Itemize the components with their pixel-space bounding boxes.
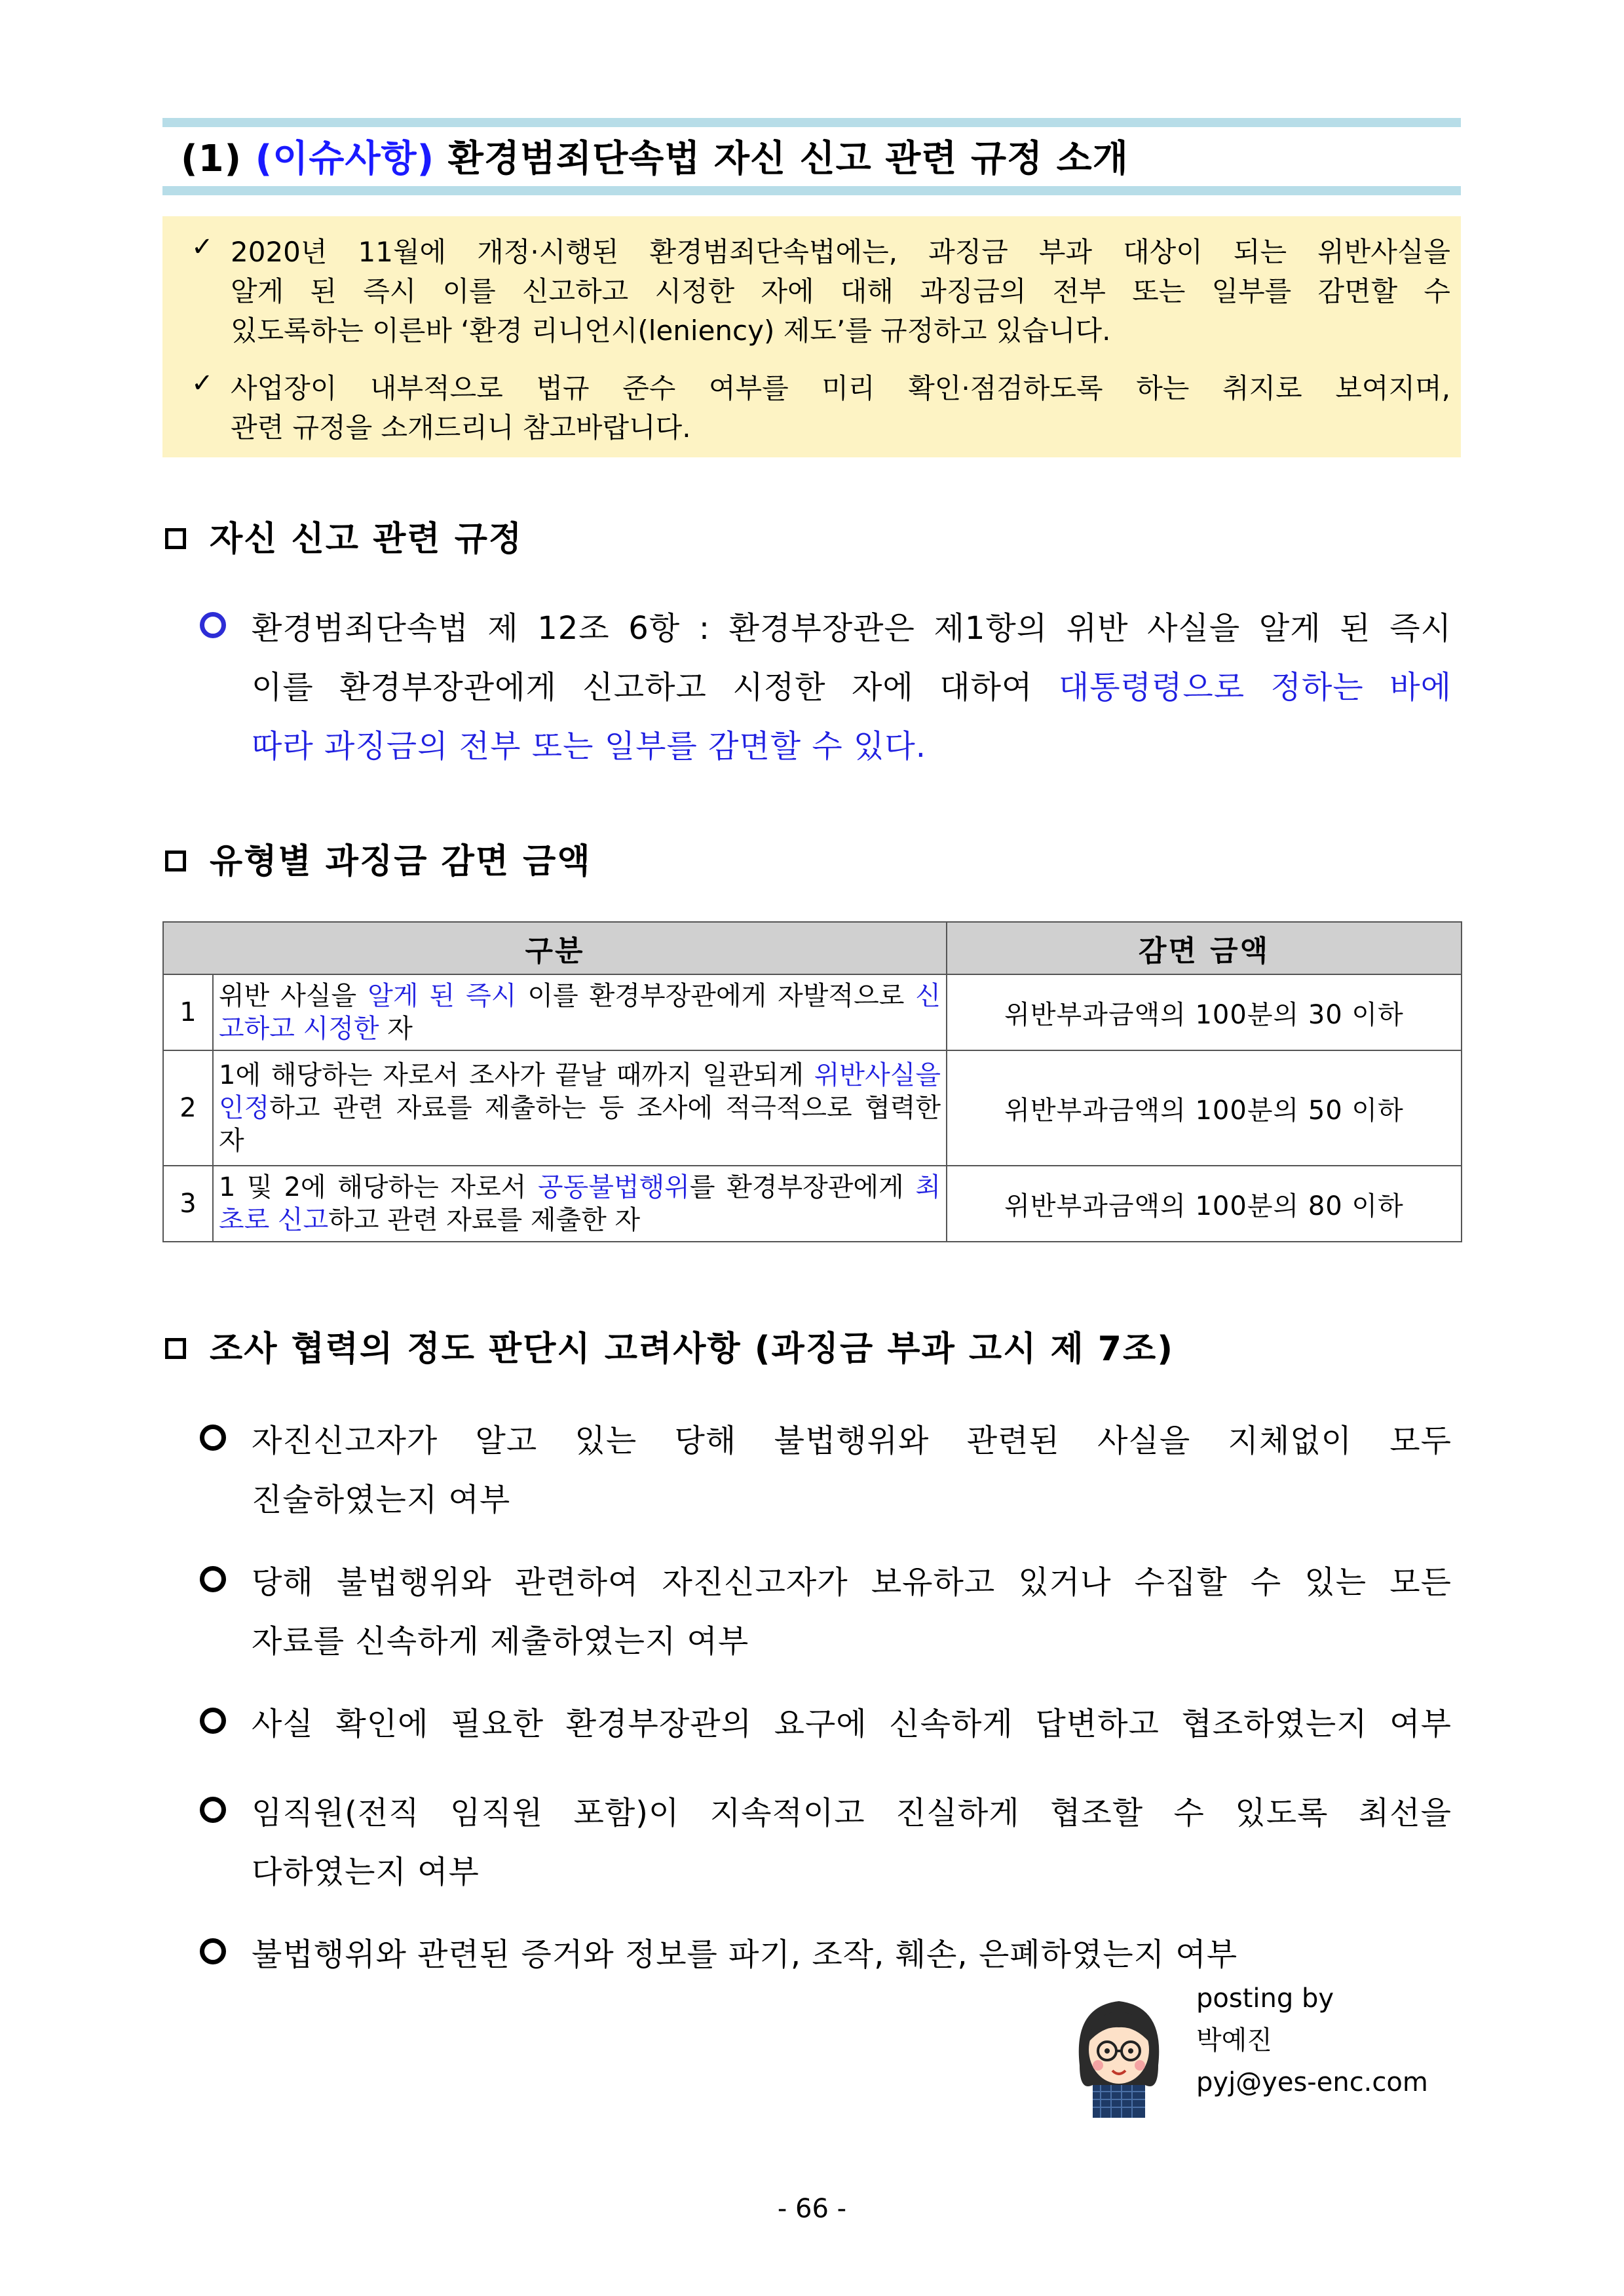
reduction-amount: 위반부과금액의 100분의 80 이하 [947,1166,1462,1242]
checkbox-square-icon [165,851,186,871]
consideration-line: 당해 불법행위와 관련하여 자진신고자가 보유하고 있거나 수집할 수 있는 모든 [252,1564,1452,1601]
description-text: 하고 관련 자료를 제출하는 등 조사에 적극적으로 협력한 자 [219,1093,941,1156]
consideration-line: 임직원(전직 임직원 포함)이 지속적이고 진실하게 협조할 수 있도록 최선을 [252,1795,1452,1831]
description-text: 1에 해당하는 자로서 조사가 끝날 때까지 일관되게 [219,1060,814,1090]
section-heading: 자신 신고 관련 규정 [165,511,523,560]
consideration-line: 다하였는지 여부 [252,1854,480,1890]
highlighted-text: 위반사실을 인정 [219,1060,941,1123]
circle-bullet-icon [200,1425,226,1451]
title-top-rule [162,118,1461,127]
row-number: 1 [163,974,213,1050]
row-description [213,974,947,1050]
circle-bullet-icon [200,612,226,638]
description-text: 이를 환경부장관에게 자발적으로 [516,981,916,1011]
table-header: 감면 금액 [947,922,1462,974]
description-text: 하고 관련 자료를 제출한 자 [328,1205,641,1235]
author-avatar [1067,1987,1171,2118]
summary-line: 2020년 11월에 개정·시행된 환경범죄단속법에는, 과징금 부과 대상이 되는 위반사실을 [231,236,1450,268]
circle-bullet-icon [200,1708,226,1734]
description-text: 1 및 2에 해당하는 자로서 [219,1172,538,1202]
summary-line: 관련 규정을 소개드리니 참고바랍니다. [231,411,691,444]
title-bottom-rule [162,186,1461,195]
author-name: 박예진 [1196,2025,1272,2056]
regulation-line: 이를 환경부장관에게 신고하고 시정한 자에 대하여 대통령령으로 정하는 바에 [252,669,1452,706]
consideration-line: 진술하였는지 여부 [252,1482,511,1518]
table-row [163,1050,1462,1166]
check-icon: ✓ [191,232,214,262]
highlighted-text: 신고하고 시정한 [219,981,941,1044]
consideration-line: 불법행위와 관련된 증거와 정보를 파기, 조작, 훼손, 은폐하였는지 여부 [252,1936,1238,1973]
circle-bullet-icon [200,1797,226,1823]
checkbox-square-icon [165,528,186,549]
summary-line: 알게 된 즉시 이를 신고하고 시정한 자에 대해 과징금의 전부 또는 일부를 감면할 수 [231,275,1450,307]
table-row [163,1166,1462,1242]
reduction-amount: 위반부과금액의 100분의 50 이하 [947,1050,1462,1166]
description-text: 위반 사실을 [219,981,368,1011]
table-header: 구분 [163,922,947,974]
circle-bullet-icon [200,1566,226,1592]
consideration-line: 자료를 신속하게 제출하였는지 여부 [252,1623,749,1660]
summary-line: 사업장이 내부적으로 법규 준수 여부를 미리 확인·점검하도록 하는 취지로 보여지며, [231,372,1450,404]
consideration-line: 자진신고자가 알고 있는 당해 불법행위와 관련된 사실을 지체없이 모두 [252,1423,1452,1459]
page-number: - 66 - [777,2194,847,2224]
title-tag: (이슈사항) [255,138,435,180]
row-number: 3 [163,1166,213,1242]
row-description [213,1050,947,1166]
summary-line: 있도록하는 이른바 ‘환경 리니언시(leniency) 제도’를 규정하고 있습니다. [231,315,1111,347]
reduction-amount: 위반부과금액의 100분의 30 이하 [947,974,1462,1050]
posting-info [1196,1978,1428,2103]
description-text: 자 [379,1014,413,1044]
posting-label: posting by [1196,1983,1334,2014]
section-heading: 유형별 과징금 감면 금액 [165,833,592,883]
author-email: pyj@yes-enc.com [1196,2067,1428,2097]
highlighted-text: 공동불법행위 [538,1172,690,1202]
consideration-line: 사실 확인에 필요한 환경부장관의 요구에 신속하게 답변하고 협조하였는지 여부 [252,1706,1452,1742]
row-description [213,1166,947,1242]
circle-bullet-icon [200,1938,226,1964]
page-title: (1) (이슈사항) 환경범죄단속법 자신 신고 관련 규정 소개 [181,138,1129,180]
highlighted-text: 최초로 신고 [219,1172,941,1235]
row-number: 2 [163,1050,213,1166]
highlighted-text: 알게 된 즉시 [368,981,517,1011]
section-heading: 조사 협력의 정도 판단시 고려사항 (과징금 부과 고시 제 7조) [165,1321,1174,1370]
table-row [163,974,1462,1050]
reduction-table [162,921,1462,1242]
checkbox-square-icon [165,1338,186,1359]
description-text: 를 환경부장관에게 [689,1172,916,1202]
regulation-line: 따라 과징금의 전부 또는 일부를 감면할 수 있다. [252,728,927,765]
regulation-line: 환경범죄단속법 제 12조 6항 : 환경부장관은 제1항의 위반 사실을 알게 된 즉시 [252,610,1452,647]
check-icon: ✓ [191,368,214,398]
